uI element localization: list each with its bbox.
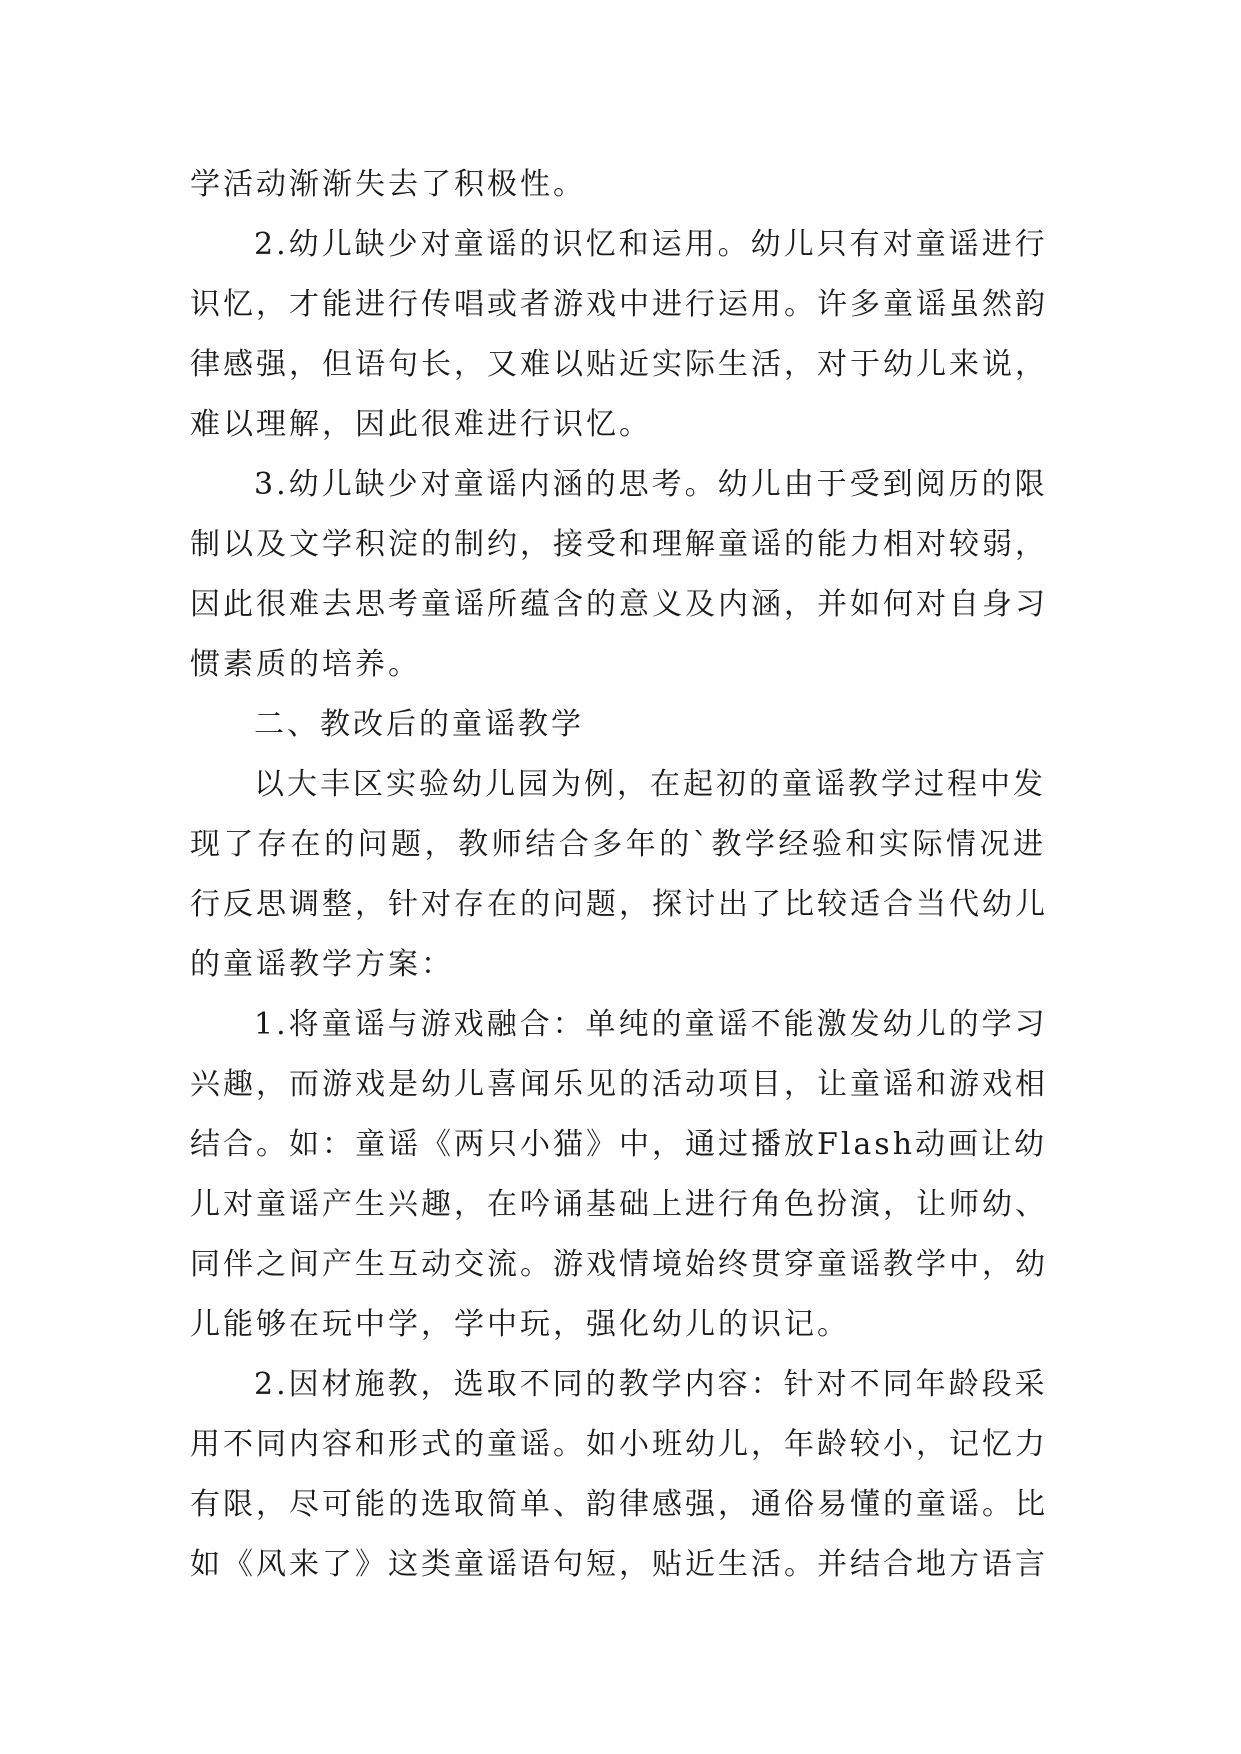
text-line: 如《风来了》这类童谣语句短，贴近生活。并结合地方语言 <box>190 1547 1048 1582</box>
text-line: 兴趣，而游戏是幼儿喜闻乐见的活动项目，让童谣和游戏相 <box>190 1067 1048 1102</box>
text-line: 行反思调整，针对存在的问题，探讨出了比较适合当代幼儿 <box>190 887 1048 922</box>
text-line: 儿对童谣产生兴趣，在吟诵基础上进行角色扮演，让师幼、 <box>190 1187 1048 1222</box>
text-line: 二、教改后的童谣教学 <box>254 707 584 742</box>
text-line: 同伴之间产生互动交流。游戏情境始终贯穿童谣教学中，幼 <box>190 1247 1048 1282</box>
text-line: 3.幼儿缺少对童谣内涵的思考。幼儿由于受到阅历的限 <box>254 467 1048 502</box>
text-line: 2.因材施教，选取不同的教学内容：针对不同年龄段采 <box>254 1367 1048 1402</box>
text-line: 学活动渐渐失去了积极性。 <box>190 167 586 202</box>
text-line: 制以及文学积淀的制约，接受和理解童谣的能力相对较弱， <box>190 527 1048 562</box>
text-line: 的童谣教学方案： <box>190 947 454 982</box>
text-line: 结合。如：童谣《两只小猫》中，通过播放Flash动画让幼 <box>190 1127 1048 1162</box>
text-line: 识忆，才能进行传唱或者游戏中进行运用。许多童谣虽然韵 <box>190 287 1048 322</box>
text-line: 律感强，但语句长，又难以贴近实际生活，对于幼儿来说， <box>190 347 1048 382</box>
text-line: 有限，尽可能的选取简单、韵律感强，通俗易懂的童谣。比 <box>190 1487 1048 1522</box>
text-line: 现了存在的问题，教师结合多年的`教学经验和实际情况进 <box>190 827 1046 862</box>
text-line: 儿能够在玩中学，学中玩，强化幼儿的识记。 <box>190 1307 850 1342</box>
text-line: 1.将童谣与游戏融合：单纯的童谣不能激发幼儿的学习 <box>254 1007 1048 1042</box>
text-line: 2.幼儿缺少对童谣的识忆和运用。幼儿只有对童谣进行 <box>254 227 1048 262</box>
document-body <box>190 155 1050 1595</box>
text-line: 惯素质的培养。 <box>190 647 421 682</box>
text-line: 难以理解，因此很难进行识忆。 <box>190 407 652 442</box>
text-line: 因此很难去思考童谣所蕴含的意义及内涵，并如何对自身习 <box>190 587 1048 622</box>
text-line: 用不同内容和形式的童谣。如小班幼儿，年龄较小，记忆力 <box>190 1427 1048 1462</box>
text-line: 以大丰区实验幼儿园为例，在起初的童谣教学过程中发 <box>254 767 1046 802</box>
